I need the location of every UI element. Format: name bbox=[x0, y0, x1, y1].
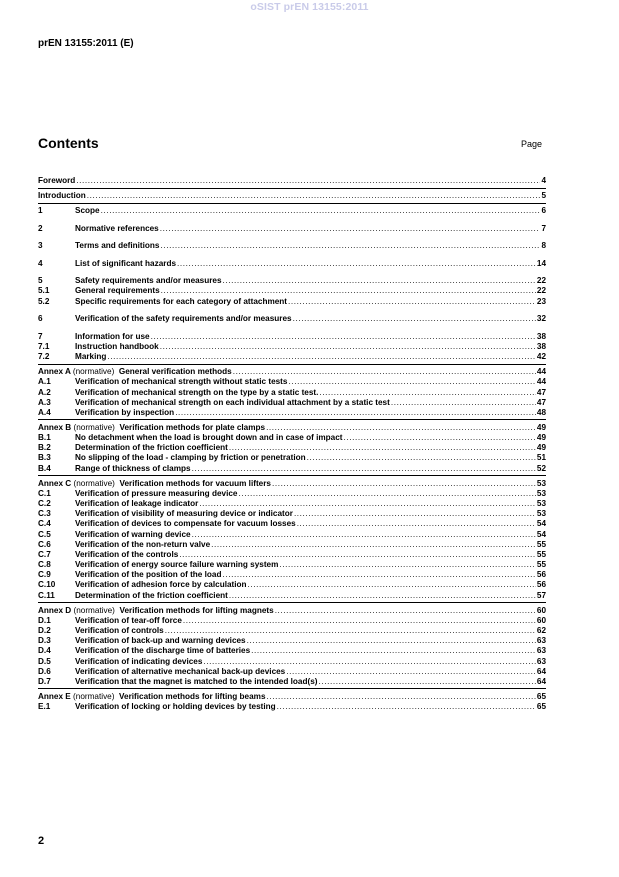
toc-number: C.5 bbox=[38, 529, 51, 539]
toc-spacer bbox=[38, 251, 546, 258]
toc-number: D.7 bbox=[38, 676, 51, 686]
toc-annex-heading bbox=[38, 479, 271, 489]
toc-number: B.3 bbox=[38, 453, 51, 463]
toc-spacer bbox=[38, 234, 546, 241]
toc-annex-entry[interactable] bbox=[38, 423, 546, 433]
toc-leader-dots bbox=[160, 342, 536, 352]
toc-number: C.4 bbox=[38, 519, 51, 529]
toc-number: E.1 bbox=[38, 702, 51, 712]
toc-title: Verification of the position of the load bbox=[75, 570, 222, 580]
toc-number: B.2 bbox=[38, 443, 51, 453]
toc-number: 7.2 bbox=[38, 352, 50, 362]
toc-number: 7 bbox=[38, 331, 43, 341]
toc-title: Verification of indicating devices bbox=[75, 656, 203, 666]
toc-page-number: 7 bbox=[541, 223, 546, 233]
toc-page-number: 62 bbox=[536, 625, 546, 635]
toc-entry[interactable] bbox=[38, 286, 546, 296]
toc-spacer bbox=[38, 307, 546, 314]
toc-page-number: 4 bbox=[541, 176, 546, 185]
toc-number: C.1 bbox=[38, 488, 51, 498]
annex-normative-tag: (normative) bbox=[73, 691, 115, 701]
toc-page-number: 48 bbox=[536, 407, 546, 417]
toc-number: B.4 bbox=[38, 463, 51, 473]
toc-leader-dots bbox=[175, 408, 536, 418]
toc-entry[interactable] bbox=[38, 489, 546, 499]
toc-number: D.5 bbox=[38, 656, 51, 666]
toc-leader-dots bbox=[160, 241, 540, 251]
toc-title: Verification of back-up and warning devices bbox=[75, 636, 246, 646]
toc-number: 3 bbox=[38, 241, 43, 251]
toc-page-number: 44 bbox=[536, 367, 546, 377]
toc-annex-entry[interactable] bbox=[38, 367, 546, 377]
toc-entry[interactable] bbox=[38, 191, 546, 201]
toc-entry[interactable] bbox=[38, 297, 546, 307]
toc-leader-dots bbox=[251, 646, 536, 656]
toc-page-number: 22 bbox=[536, 276, 546, 286]
toc-entry[interactable] bbox=[38, 176, 546, 186]
annex-title: Verification methods for vacuum lifters bbox=[119, 478, 271, 488]
annex-title: Verification methods for lifting magnets bbox=[119, 605, 274, 615]
toc-title: Foreword bbox=[38, 176, 76, 185]
toc-number: C.9 bbox=[38, 570, 51, 580]
toc-leader-dots bbox=[247, 636, 536, 646]
toc-title: General requirements bbox=[75, 286, 160, 296]
toc-divider bbox=[38, 602, 546, 603]
toc-entry[interactable] bbox=[38, 332, 546, 342]
toc-number: D.3 bbox=[38, 636, 51, 646]
toc-title: Verification of the non-return valve bbox=[75, 539, 211, 549]
toc-leader-dots bbox=[229, 443, 536, 453]
toc-entry[interactable] bbox=[38, 580, 546, 590]
toc-page-number: 60 bbox=[536, 605, 546, 615]
toc-number: 5.1 bbox=[38, 286, 50, 296]
toc-page-number: 22 bbox=[536, 286, 546, 296]
annex-normative-tag: (normative) bbox=[73, 478, 115, 488]
toc-entry[interactable] bbox=[38, 352, 546, 362]
toc-page-number: 47 bbox=[536, 397, 546, 407]
annex-title: Verification methods for plate clamps bbox=[119, 422, 266, 432]
toc-entry[interactable] bbox=[38, 398, 546, 408]
toc-entry[interactable] bbox=[38, 509, 546, 519]
toc-divider bbox=[38, 203, 546, 204]
toc-number: C.7 bbox=[38, 549, 51, 559]
toc-number: C.3 bbox=[38, 509, 51, 519]
toc-divider bbox=[38, 188, 546, 189]
toc-page-number: 49 bbox=[536, 422, 546, 432]
toc-title: Terms and definitions bbox=[75, 241, 160, 251]
toc-annex-entry[interactable] bbox=[38, 479, 546, 489]
toc-leader-dots bbox=[222, 570, 535, 580]
toc-leader-dots bbox=[238, 489, 535, 499]
toc-page-number: 63 bbox=[536, 656, 546, 666]
toc-number: B.1 bbox=[38, 433, 51, 443]
toc-title: Verification of alternative mechanical back-up devices bbox=[75, 666, 286, 676]
toc-entry[interactable] bbox=[38, 519, 546, 529]
toc-title: Scope bbox=[75, 205, 100, 215]
toc-title: Information for use bbox=[75, 331, 150, 341]
toc-page-number: 52 bbox=[536, 463, 546, 473]
toc-title: Instruction handbook bbox=[75, 341, 159, 351]
toc-page-number: 53 bbox=[536, 488, 546, 498]
toc-entry[interactable] bbox=[38, 677, 546, 687]
annex-title: General verification methods bbox=[118, 367, 232, 377]
toc-leader-dots bbox=[160, 224, 541, 234]
toc-page-number: 54 bbox=[536, 529, 546, 539]
toc-number: C.10 bbox=[38, 580, 56, 590]
toc-leader-dots bbox=[272, 479, 536, 489]
toc-entry[interactable] bbox=[38, 591, 546, 601]
toc-page-number: 8 bbox=[541, 241, 546, 251]
toc-number: C.2 bbox=[38, 498, 51, 508]
toc-leader-dots bbox=[229, 591, 536, 601]
annex-id: Annex E bbox=[38, 691, 71, 701]
toc-entry[interactable] bbox=[38, 241, 546, 251]
annex-id: Annex B bbox=[38, 422, 72, 432]
toc-page-number: 53 bbox=[536, 509, 546, 519]
toc-divider bbox=[38, 364, 546, 365]
toc-leader-dots bbox=[319, 388, 535, 398]
toc-number: A.1 bbox=[38, 377, 51, 387]
toc-title: Verification of energy source failure warning system bbox=[75, 560, 279, 570]
toc-leader-dots bbox=[391, 398, 536, 408]
toc-entry[interactable] bbox=[38, 206, 546, 216]
toc-number: 7.1 bbox=[38, 341, 50, 351]
toc-leader-dots bbox=[318, 677, 535, 687]
toc-title: Verification that the magnet is matched to the intended load(s) bbox=[75, 676, 318, 686]
toc-page-number: 54 bbox=[536, 519, 546, 529]
toc-title: Verification of devices to compensate for vacuum losses bbox=[75, 519, 296, 529]
toc-title: Verification of tear-off force bbox=[75, 615, 182, 625]
toc-page-number: 63 bbox=[536, 646, 546, 656]
toc-page-number: 64 bbox=[536, 676, 546, 686]
toc-page-number: 14 bbox=[536, 258, 546, 268]
toc-entry[interactable] bbox=[38, 433, 546, 443]
toc-leader-dots bbox=[107, 352, 535, 362]
toc-page-number: 44 bbox=[536, 377, 546, 387]
toc-number: A.4 bbox=[38, 407, 51, 417]
toc-title: Verification of warning device bbox=[75, 529, 191, 539]
toc-title: Verification of mechanical strength on the type by a static test. bbox=[75, 387, 319, 397]
toc-title: Introduction bbox=[38, 190, 86, 200]
toc-number: 5 bbox=[38, 276, 43, 286]
toc-annex-heading bbox=[38, 367, 232, 377]
toc-entry[interactable] bbox=[38, 377, 546, 387]
toc-page-number: 55 bbox=[536, 539, 546, 549]
annex-title: Verification methods for lifting beams bbox=[119, 691, 266, 701]
document-reference: prEN 13155:2011 (E) bbox=[38, 38, 134, 49]
toc-page-number: 55 bbox=[536, 549, 546, 559]
toc-annex-heading bbox=[38, 423, 265, 433]
toc-title: Specific requirements for each category of attachment bbox=[75, 296, 288, 306]
toc-leader-dots bbox=[203, 657, 535, 667]
toc-title: Verification of leakage indicator bbox=[75, 498, 199, 508]
toc-leader-dots bbox=[294, 509, 536, 519]
toc-number: 4 bbox=[38, 258, 43, 268]
toc-entry[interactable] bbox=[38, 616, 546, 626]
toc-leader-dots bbox=[179, 550, 536, 560]
toc-annex-heading bbox=[38, 692, 266, 702]
toc-title: Verification of adhesion force by calculation bbox=[75, 580, 247, 590]
watermark: oSIST prEN 13155:2011 bbox=[250, 1, 369, 13]
toc-number: 1 bbox=[38, 205, 43, 215]
toc-leader-dots bbox=[101, 206, 541, 216]
toc-leader-dots bbox=[199, 499, 536, 509]
toc-number: D.6 bbox=[38, 666, 51, 676]
toc-title: Verification of mechanical strength on each individual attachment by a static test bbox=[75, 397, 390, 407]
toc-leader-dots bbox=[343, 433, 535, 443]
toc-page-number: 49 bbox=[536, 433, 546, 443]
toc-title: Verification by inspection bbox=[75, 407, 175, 417]
toc-page-number: 56 bbox=[536, 570, 546, 580]
annex-id: Annex A bbox=[38, 367, 71, 377]
toc-page-number: 55 bbox=[536, 560, 546, 570]
toc-title: No detachment when the load is brought down and in case of impact bbox=[75, 433, 343, 443]
toc-spacer bbox=[38, 216, 546, 223]
toc-page-number: 57 bbox=[536, 590, 546, 600]
toc-number: 2 bbox=[38, 223, 43, 233]
toc-title: Determination of the friction coefficient bbox=[75, 443, 228, 453]
toc-page-number: 53 bbox=[536, 498, 546, 508]
toc-leader-dots bbox=[266, 423, 536, 433]
toc-leader-dots bbox=[161, 286, 536, 296]
toc-title: Verification of the discharge time of batteries bbox=[75, 646, 251, 656]
toc-page-number: 63 bbox=[536, 636, 546, 646]
toc-leader-dots bbox=[223, 276, 536, 286]
toc-leader-dots bbox=[288, 377, 535, 387]
toc-leader-dots bbox=[286, 667, 536, 677]
toc-leader-dots bbox=[151, 332, 536, 342]
toc-leader-dots bbox=[87, 191, 541, 201]
toc-leader-dots bbox=[233, 367, 536, 377]
toc-page-number: 53 bbox=[536, 478, 546, 488]
toc-title: Range of thickness of clamps bbox=[75, 463, 191, 473]
toc-title: Verification of the safety requirements and/or measures bbox=[75, 314, 292, 324]
toc-spacer bbox=[38, 269, 546, 276]
toc-leader-dots bbox=[277, 702, 536, 712]
toc-entry[interactable] bbox=[38, 453, 546, 463]
toc-leader-dots bbox=[293, 314, 536, 324]
toc-entry[interactable] bbox=[38, 667, 546, 677]
toc-page-number: 32 bbox=[536, 314, 546, 324]
toc-divider bbox=[38, 688, 546, 689]
toc-page-number: 6 bbox=[541, 205, 546, 215]
toc-entry[interactable] bbox=[38, 276, 546, 286]
toc-entry[interactable] bbox=[38, 314, 546, 324]
toc-annex-entry[interactable] bbox=[38, 692, 546, 702]
toc-title: Marking bbox=[75, 352, 107, 362]
toc-entry[interactable] bbox=[38, 636, 546, 646]
toc-title: List of significant hazards bbox=[75, 258, 176, 268]
toc-title: Normative references bbox=[75, 223, 159, 233]
toc-page-number: 49 bbox=[536, 443, 546, 453]
toc-spacer bbox=[38, 324, 546, 331]
toc-leader-dots bbox=[297, 519, 536, 529]
toc-entry[interactable] bbox=[38, 657, 546, 667]
annex-normative-tag: (normative) bbox=[72, 367, 115, 377]
toc-title: Safety requirements and/or measures bbox=[75, 276, 222, 286]
toc-title: No slipping of the load - clamping by friction or penetration bbox=[75, 453, 306, 463]
toc-entry[interactable] bbox=[38, 570, 546, 580]
toc-number: C.8 bbox=[38, 560, 51, 570]
toc-page-number: 65 bbox=[536, 691, 546, 701]
toc-page-number: 60 bbox=[536, 615, 546, 625]
toc-entry[interactable] bbox=[38, 408, 546, 418]
toc-entry[interactable] bbox=[38, 259, 546, 269]
toc-page-number: 51 bbox=[536, 453, 546, 463]
toc-page-number: 23 bbox=[536, 296, 546, 306]
toc-number: C.6 bbox=[38, 539, 51, 549]
toc-page-number: 5 bbox=[541, 190, 546, 200]
toc-page-number: 38 bbox=[536, 331, 546, 341]
toc-title: Verification of the controls bbox=[75, 549, 179, 559]
toc-number: 6 bbox=[38, 314, 43, 324]
toc-leader-dots bbox=[211, 540, 536, 550]
toc-title: Verification of locking or holding devices by testing bbox=[75, 702, 276, 712]
toc-page-number: 56 bbox=[536, 580, 546, 590]
toc-page-number: 42 bbox=[536, 352, 546, 362]
toc-title: Verification of pressure measuring device bbox=[75, 488, 238, 498]
toc-page-number: 65 bbox=[536, 702, 546, 712]
toc-divider bbox=[38, 419, 546, 420]
annex-normative-tag: (normative) bbox=[73, 422, 115, 432]
toc-entry[interactable] bbox=[38, 626, 546, 636]
toc-leader-dots bbox=[275, 606, 536, 616]
toc-page-number: 38 bbox=[536, 341, 546, 351]
toc-number: D.2 bbox=[38, 625, 51, 635]
toc-page-number: 47 bbox=[536, 387, 546, 397]
toc-entry[interactable] bbox=[38, 224, 546, 234]
toc-leader-dots bbox=[267, 692, 536, 702]
toc-leader-dots bbox=[165, 626, 536, 636]
toc-entry[interactable] bbox=[38, 702, 546, 712]
toc-title: Verification of visibility of measuring device or indicator bbox=[75, 509, 293, 519]
toc-number: D.1 bbox=[38, 615, 51, 625]
toc-leader-dots bbox=[76, 176, 540, 186]
page-column-label: Page bbox=[521, 139, 543, 149]
annex-normative-tag: (normative) bbox=[73, 605, 115, 615]
toc-leader-dots bbox=[192, 530, 536, 540]
toc-leader-dots bbox=[288, 297, 536, 307]
toc-entry[interactable] bbox=[38, 443, 546, 453]
toc-annex-heading bbox=[38, 606, 274, 616]
toc-entry[interactable] bbox=[38, 464, 546, 474]
toc-entry[interactable] bbox=[38, 646, 546, 656]
toc-leader-dots bbox=[192, 464, 536, 474]
table-of-contents bbox=[38, 176, 546, 712]
toc-leader-dots bbox=[307, 453, 536, 463]
toc-entry[interactable] bbox=[38, 560, 546, 570]
toc-leader-dots bbox=[183, 616, 536, 626]
toc-title: Verification of controls bbox=[75, 625, 164, 635]
toc-divider bbox=[38, 475, 546, 476]
toc-entry[interactable] bbox=[38, 342, 546, 352]
toc-number: C.11 bbox=[38, 590, 55, 600]
toc-annex-entry[interactable] bbox=[38, 606, 546, 616]
toc-leader-dots bbox=[279, 560, 536, 570]
toc-title: Determination of the friction coefficient bbox=[75, 590, 228, 600]
toc-entry[interactable] bbox=[38, 388, 546, 398]
toc-leader-dots bbox=[177, 259, 536, 269]
toc-number: A.2 bbox=[38, 387, 51, 397]
annex-id: Annex D bbox=[38, 605, 72, 615]
toc-page-number: 64 bbox=[536, 666, 546, 676]
toc-number: 5.2 bbox=[38, 296, 50, 306]
toc-entry[interactable] bbox=[38, 540, 546, 550]
page-number: 2 bbox=[38, 835, 45, 847]
toc-entry[interactable] bbox=[38, 499, 546, 509]
toc-number: D.4 bbox=[38, 646, 51, 656]
toc-entry[interactable] bbox=[38, 530, 546, 540]
toc-number: A.3 bbox=[38, 397, 51, 407]
toc-leader-dots bbox=[248, 580, 536, 590]
toc-entry[interactable] bbox=[38, 550, 546, 560]
toc-title: Verification of mechanical strength without static tests bbox=[75, 377, 288, 387]
contents-title: Contents bbox=[38, 135, 99, 151]
annex-id: Annex C bbox=[38, 478, 72, 488]
